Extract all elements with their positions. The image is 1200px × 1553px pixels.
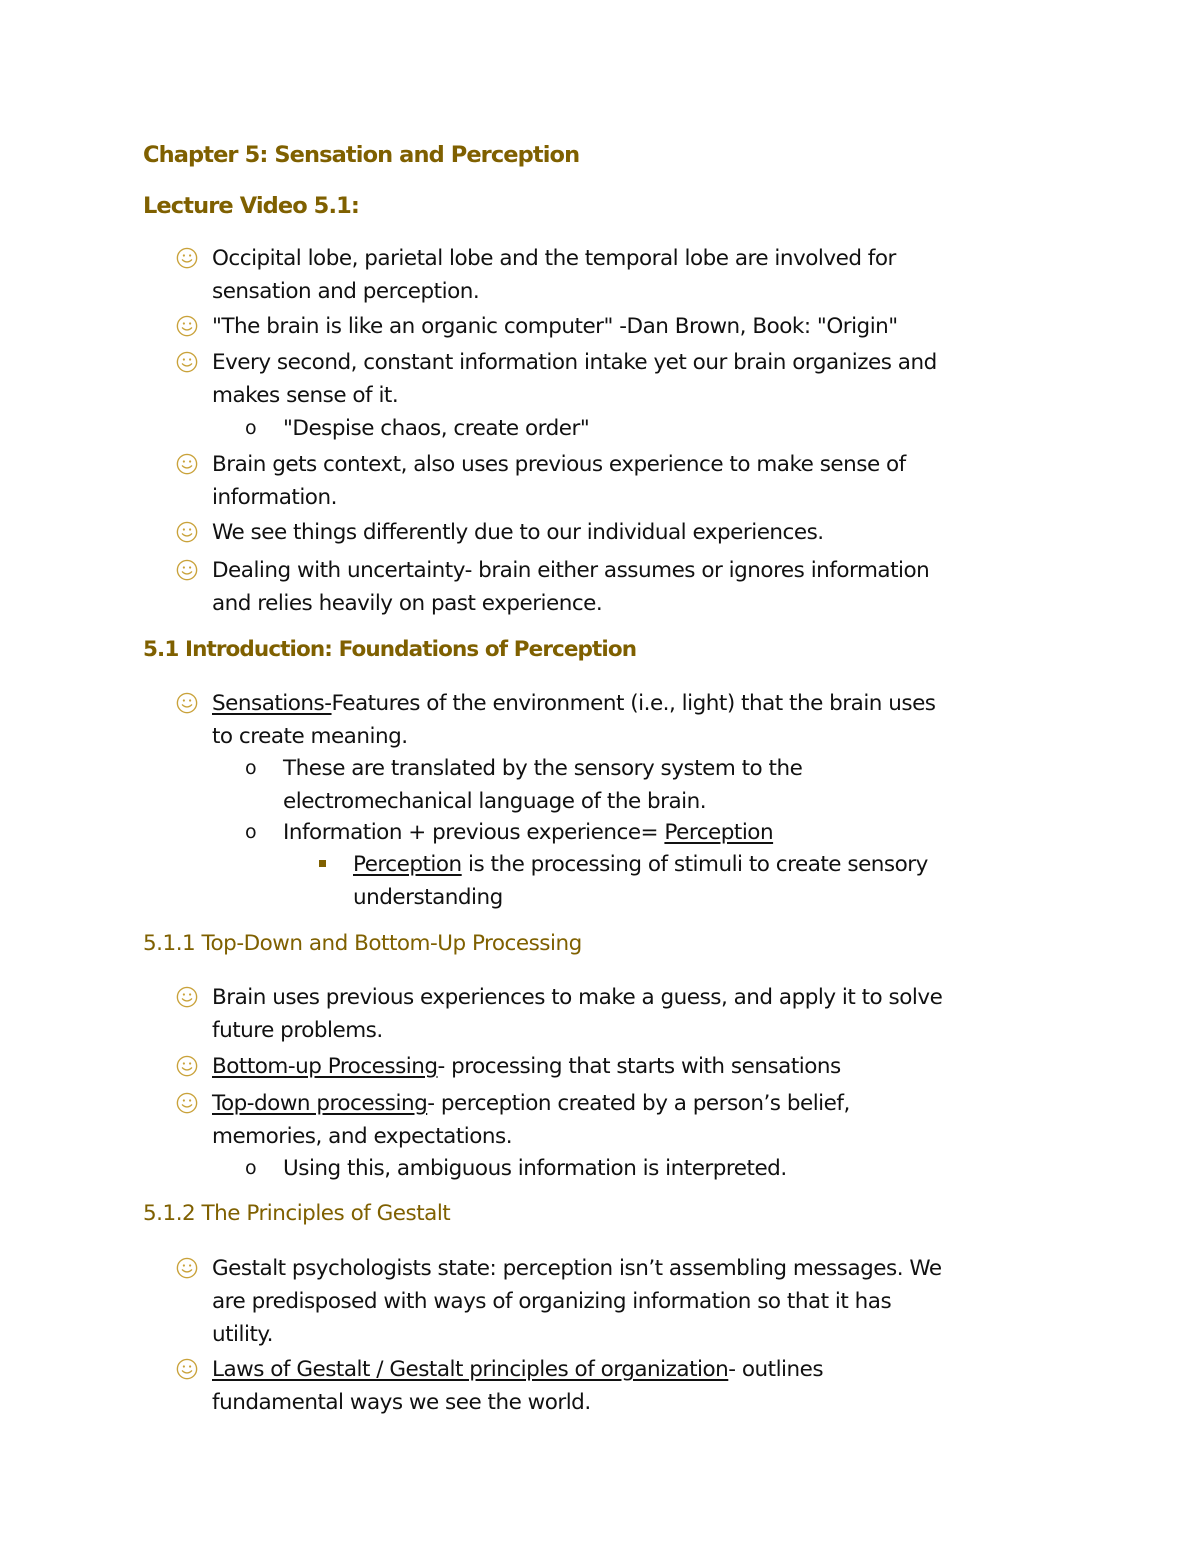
- smiley-icon: [176, 315, 198, 337]
- smiley-icon: [176, 1257, 198, 1279]
- smiley-icon: [176, 692, 198, 714]
- list-item: Dealing with uncertainty- brain either assumes or ignores information and relies heavily on past experience.: [212, 554, 929, 620]
- section-5-1-heading: 5.1 Introduction: Foundations of Perception: [143, 637, 637, 662]
- smiley-icon: [176, 1055, 198, 1077]
- square-bullet-icon: [319, 860, 326, 867]
- laws-of-gestalt-term: Laws of Gestalt / Gestalt principles of organization: [212, 1357, 729, 1382]
- list-item: Occipital lobe, parietal lobe and the temporal lobe are involved for sensation and perception.: [212, 242, 896, 308]
- smiley-icon: [176, 453, 198, 475]
- list-item: Gestalt psychologists state: perception isn’t assembling messages. We are predisposed with ways of organizing information so that it has utility.: [212, 1252, 942, 1351]
- section-5-1-1-heading: 5.1.1 Top-Down and Bottom-Up Processing: [143, 931, 582, 956]
- smiley-icon: [176, 247, 198, 269]
- circle-bullet-icon: o: [245, 417, 257, 439]
- bottom-up-term: Bottom-up Processing: [212, 1054, 438, 1079]
- perception-term: Perception: [664, 820, 774, 845]
- smiley-icon: [176, 351, 198, 373]
- list-item: Every second, constant information intake yet our brain organizes and makes sense of it.: [212, 346, 937, 412]
- sub-list-item: o These are translated by the sensory system to the electromechanical language of the brain.: [283, 752, 802, 818]
- sub-list-item: o "Despise chaos, create order": [283, 412, 589, 445]
- list-item: Sensations-Features of the environment (i.e., light) that the brain uses to create meaning.: [212, 687, 936, 753]
- perception-term: Perception: [353, 852, 462, 877]
- sub-list-item: o Information + previous experience= Perception: [283, 816, 773, 849]
- sensations-term: Sensations-: [212, 691, 332, 716]
- list-item: Top-down processing- perception created by a person’s belief, memories, and expectations.: [212, 1087, 850, 1153]
- list-item: We see things differently due to our individual experiences.: [212, 516, 824, 549]
- list-item: Laws of Gestalt / Gestalt principles of organization- outlines fundamental ways we see the world.: [212, 1353, 823, 1419]
- smiley-icon: [176, 521, 198, 543]
- smiley-icon: [176, 1092, 198, 1114]
- list-item: "The brain is like an organic computer" -Dan Brown, Book: "Origin": [212, 310, 898, 343]
- chapter-title: Chapter 5: Sensation and Perception: [143, 142, 580, 168]
- sub-sub-list-item: Perception is the processing of stimuli to create sensory understanding: [353, 848, 928, 914]
- list-item: Brain uses previous experiences to make a guess, and apply it to solve future problems.: [212, 981, 942, 1047]
- circle-bullet-icon: o: [245, 821, 257, 843]
- list-item: Brain gets context, also uses previous experience to make sense of information.: [212, 448, 906, 514]
- sub-list-item: o Using this, ambiguous information is interpreted.: [283, 1152, 787, 1185]
- smiley-icon: [176, 986, 198, 1008]
- circle-bullet-icon: o: [245, 1157, 257, 1179]
- top-down-term: Top-down processing: [212, 1091, 428, 1116]
- lecture-video-heading: Lecture Video 5.1:: [143, 193, 359, 219]
- smiley-icon: [176, 559, 198, 581]
- list-item: Bottom-up Processing- processing that starts with sensations: [212, 1050, 841, 1083]
- smiley-icon: [176, 1358, 198, 1380]
- circle-bullet-icon: o: [245, 757, 257, 779]
- section-5-1-2-heading: 5.1.2 The Principles of Gestalt: [143, 1201, 451, 1226]
